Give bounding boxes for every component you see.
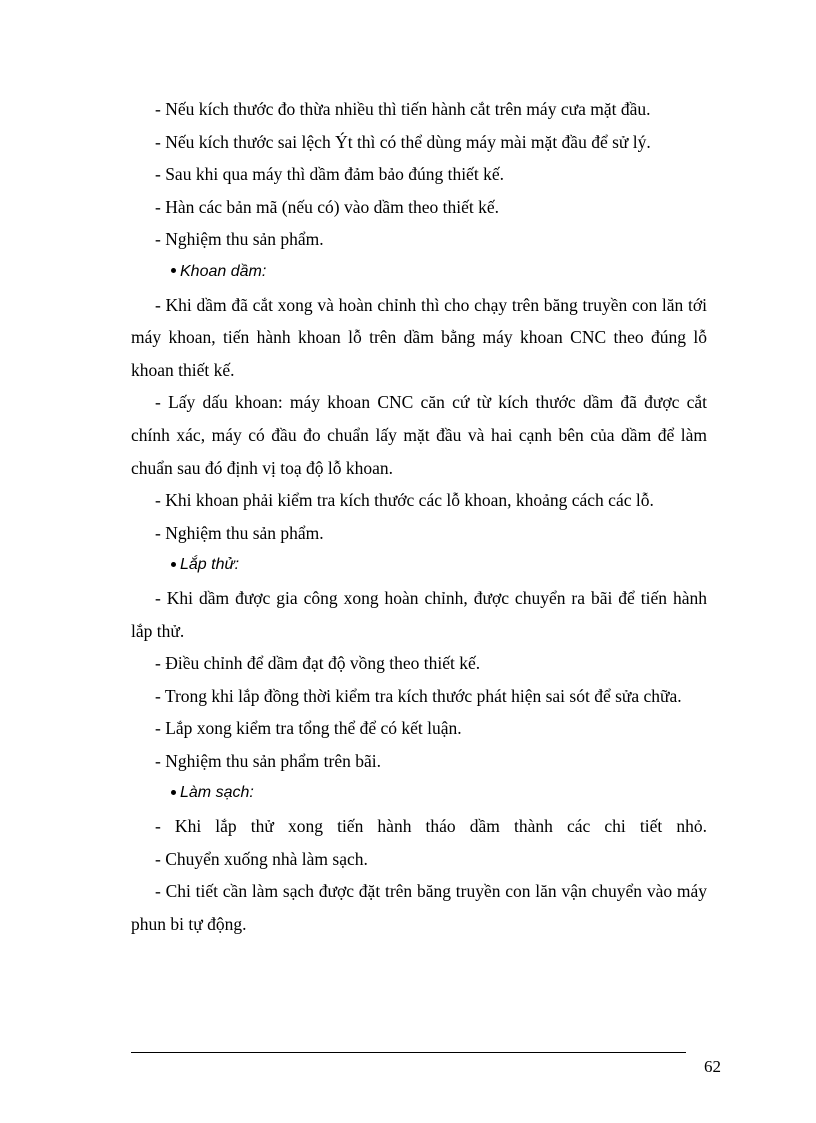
paragraph: - Chi tiết cần làm sạch được đặt trên băng truyền con lăn vận chuyển vào máy phun bi tự động. <box>131 881 707 934</box>
paragraph: - Khi dầm được gia công xong hoàn chỉnh, được chuyển ra bãi để tiến hành lắp thử. <box>131 587 707 641</box>
section-heading-text: Lắp thử: <box>180 556 240 574</box>
paragraph: - Nếu kích thước đo thừa nhiều thì tiến hành cắt trên máy cưa mặt đầu. <box>155 99 651 119</box>
bullet-icon <box>171 562 176 567</box>
paragraph: - Trong khi lắp đồng thời kiểm tra kích thước phát hiện sai sót để sửa chữa. <box>155 685 682 706</box>
paragraph: - Nghiệm thu sản phẩm. <box>155 522 324 543</box>
paragraph: - Nếu kích thước sai lệch Ýt thì có thể dùng máy mài mặt đầu để sử lý. <box>155 131 651 152</box>
bullet-icon <box>171 268 176 273</box>
page-body <box>131 93 707 940</box>
section-heading-text: Khoan dầm: <box>180 262 267 280</box>
paragraph: - Nghiệm thu sản phẩm. <box>155 229 324 250</box>
paragraph: - Lắp xong kiểm tra tổng thể để có kết luận. <box>155 718 462 739</box>
paragraph: - Sau khi qua máy thì dầm đảm bảo đúng thiết kế. <box>155 164 504 185</box>
paragraph: - Khi lắp thử xong tiến hành tháo dầm thành các chi tiết nhỏ. <box>155 816 707 837</box>
paragraph: - Điều chỉnh để dầm đạt độ vồng theo thiết kế. <box>155 653 481 674</box>
paragraph: - Khi khoan phải kiểm tra kích thước các lỗ khoan, khoảng cách các lỗ. <box>155 490 654 511</box>
paragraph: - Nghiệm thu sản phẩm trên bãi. <box>155 750 381 771</box>
bullet-icon <box>171 790 176 795</box>
section-heading-lam-sach <box>131 777 707 810</box>
section-heading-khoan-dam <box>131 256 707 289</box>
paragraph: - Lấy dấu khoan: máy khoan CNC căn cứ từ kích thước dầm đã được cắt chính xác, máy có đầu đo chuẩn lấy mặt đầu và hai cạnh bên của dầm để làm chuẩn sau đó định vị toạ độ lỗ khoan. <box>131 392 707 478</box>
paragraph: - Hàn các bản mã (nếu có) vào dầm theo thiết kế. <box>155 196 500 217</box>
section-heading-lap-thu <box>131 549 707 582</box>
paragraph: - Khi dầm đã cắt xong và hoàn chỉnh thì cho chạy trên băng truyền con lăn tới máy khoan, tiến hành khoan lỗ trên dầm bằng máy khoan CNC theo đúng lỗ khoan thiết kế. <box>131 294 707 380</box>
paragraph: - Chuyển xuống nhà làm sạch. <box>155 848 368 869</box>
footer-divider <box>131 1052 686 1053</box>
section-heading-text: Làm sạch: <box>180 784 254 802</box>
page-number: 62 <box>704 1057 721 1076</box>
